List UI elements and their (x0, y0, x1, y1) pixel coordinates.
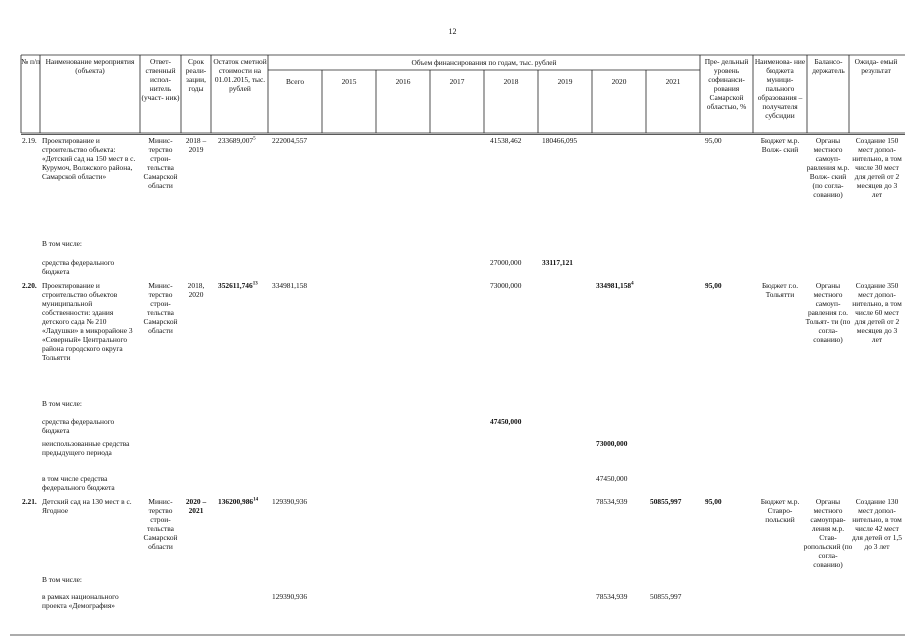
header-year-2017: 2017 (449, 77, 465, 86)
header-year-2019: 2019 (557, 77, 573, 86)
row-2-21-holder: Органы местного самоуправ- ления м.р. Став- ропольский (по согла- сованию) (803, 497, 853, 569)
row-2-21-demography-2021: 50855,997 (650, 592, 682, 601)
row-2-19-federal-label: средства федерального бюджета (42, 258, 115, 276)
footnote-mark: 5 (253, 136, 256, 142)
row-2-20-2020: 334981,158$^4$ (596, 281, 634, 290)
row-2-19-federal-2018: 27000,000 (490, 258, 522, 267)
row-2-21-sub-label: В том числе: (42, 575, 82, 584)
row-2-20-balance: 352611,746$^{13}$ (218, 281, 258, 290)
header-total: Всего (285, 77, 305, 86)
row-2-19-sub-label: В том числе: (42, 239, 82, 248)
row-2-19-cofin: 95,00 (705, 136, 722, 145)
row-2-21-term: 2020 – 2021 (185, 497, 207, 515)
header-executor: Ответ- ственный испол- нитель (участ- ник) (141, 57, 180, 102)
row-2-21-demography-label: в рамках национального проекта «Демография» (42, 592, 119, 610)
row-2-21-2021: 50855,997 (650, 497, 682, 506)
row-2-20-executor: Минис- терство строи- тельства Самарской области (143, 281, 178, 335)
row-2-20-incl-fed-label: в том числе средства федерального бюджета (42, 474, 115, 492)
footnote-mark: 4 (631, 281, 634, 287)
header-year-2020: 2020 (611, 77, 627, 86)
page-number: 12 (448, 27, 457, 36)
row-2-21-balance: 136200,986$^{14}$ (218, 497, 259, 506)
row-2-20-2018: 73000,000 (490, 281, 522, 290)
row-2-19-total: 222004,557 (272, 136, 308, 145)
row-2-20-cofin: 95,00 (705, 281, 722, 290)
header-year-2021: 2021 (665, 77, 681, 86)
row-2-19-num: 2.19. (22, 136, 37, 145)
header-balance: Остаток сметной стоимости на 01.01.2015, тыс. рублей (213, 57, 267, 93)
row-2-20-federal-label: средства федерального бюджета (42, 417, 115, 435)
row-2-19-balance: 233689,007$^5$ (218, 136, 256, 145)
row-2-21-budget: Бюджет м.р. Ставро- польский (760, 497, 800, 524)
row-2-20-num: 2.20. (22, 281, 37, 290)
row-2-19-holder: Органы местного самоуп- равления м.р. Волж- ский (по согла- сованию) (806, 136, 850, 199)
header-holder: Балансо- держатель (812, 57, 845, 75)
row-2-20-budget: Бюджет г.о. Тольятти (761, 281, 799, 299)
row-2-19-federal-2019: 33117,121 (542, 258, 574, 267)
row-2-20-sub-label: В том числе: (42, 399, 82, 408)
row-2-19-term: 2018 – 2019 (185, 136, 207, 154)
row-2-19-result: Создание 150 мест допол- нительно, в том числе 30 мест для детей от 2 месяцев до 3 лет (852, 136, 902, 199)
header-year-2015: 2015 (341, 77, 357, 86)
header-term: Срок реали- зации, годы (185, 57, 207, 93)
row-2-20-holder: Органы местного самоуп- равления г.о. Тольят- ти (по согла- сованию) (805, 281, 851, 344)
row-2-20-unused-label: неиспользованные средства предыдущего периода (42, 439, 130, 457)
row-2-19-executor: Минис- терство строи- тельства Самарской области (143, 136, 178, 190)
row-2-21-num: 2.21. (22, 497, 37, 506)
row-2-20-result: Создание 350 мест допол- нительно, в том числе 60 мест для детей от 2 месяцев до 3 лет (852, 281, 902, 344)
row-2-21-demography-total: 129390,936 (272, 592, 308, 601)
row-2-21-2020: 78534,939 (596, 497, 628, 506)
row-2-20-term: 2018, 2020 (187, 281, 205, 299)
row-2-20-unused-2020: 73000,000 (596, 439, 628, 448)
row-2-21-executor: Минис- терство строи- тельства Самарской области (143, 497, 178, 551)
row-2-19-budget: Бюджет м.р. Волж- ский (760, 136, 800, 154)
header-year-2018: 2018 (503, 77, 519, 86)
header-name: Наименование мероприятия (объекта) (45, 57, 135, 75)
footnote-mark: 13 (252, 281, 258, 287)
row-2-20-name: Проектирование и строительство объектов муниципальной собственности: здания детского сада № 210 «Ладушки» в микрорайоне 3 «Северный» Центрального района городского округа Тольятти (42, 281, 133, 362)
row-2-21-demography-2020: 78534,939 (596, 592, 628, 601)
header-cofinancing: Пре- дельный уровень софинанси- рования Самарской областью, % (704, 57, 749, 111)
row-2-20-incl-fed-2020: 47450,000 (596, 474, 628, 483)
header-result: Ожида- емый результат (854, 57, 898, 75)
header-funding: Объем финансирования по годам, тыс. рублей (411, 58, 557, 67)
row-2-19-2019: 180466,095 (542, 136, 578, 145)
header-budget: Наименова- ние бюджета муници- пального образования – получателя субсидии (754, 57, 806, 120)
row-2-19-2018: 41538,462 (490, 136, 522, 145)
row-2-21-name: Детский сад на 130 мест в с. Ягодное (42, 497, 132, 515)
row-2-21-total: 129390,936 (272, 497, 308, 506)
row-2-19-name: Проектирование и строительство объекта: «Детский сад на 150 мест в с. Курумоч, Волжского района, Самарской области» (42, 136, 136, 181)
footnote-mark: 14 (253, 497, 259, 503)
header-num: № п/п (21, 57, 40, 66)
header-year-2016: 2016 (395, 77, 411, 86)
row-2-20-total: 334981,158 (272, 281, 308, 290)
row-2-21-result: Создание 130 мест допол- нительно, в том числе 42 мест для детей от 1,5 до 3 лет (852, 497, 902, 551)
row-2-20-federal-2018: 47450,000 (490, 417, 522, 426)
row-2-21-cofin: 95,00 (705, 497, 722, 506)
